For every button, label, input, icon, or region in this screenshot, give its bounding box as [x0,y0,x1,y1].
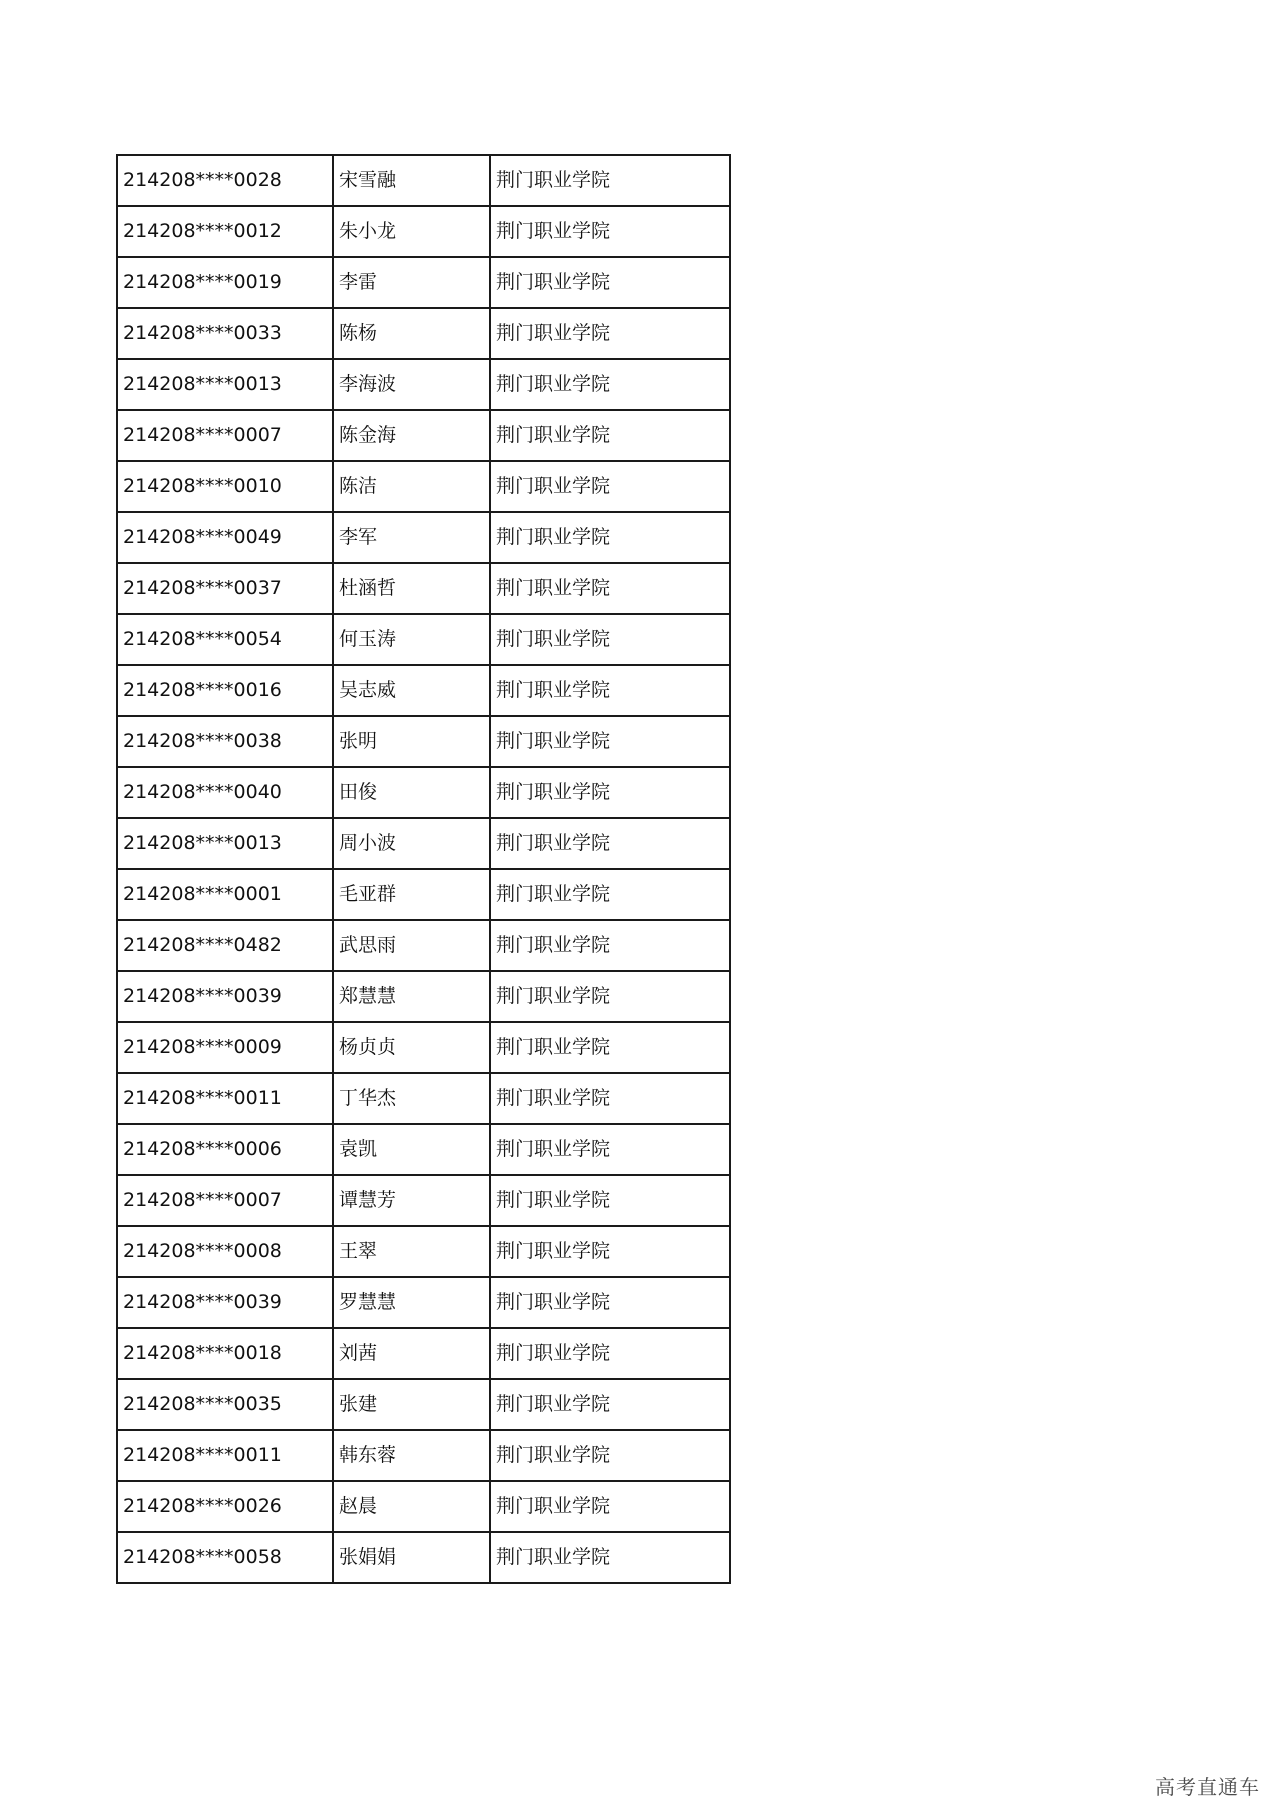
candidate-id-cell: 214208****0009 [117,1022,333,1073]
school-name-cell: 荆门职业学院 [490,1226,730,1277]
candidate-name-cell: 陈杨 [333,308,490,359]
school-name-cell: 荆门职业学院 [490,1481,730,1532]
candidate-name-cell: 郑慧慧 [333,971,490,1022]
candidate-id-cell: 214208****0007 [117,410,333,461]
table-row [117,1481,730,1532]
candidate-id-cell: 214208****0001 [117,869,333,920]
school-name-cell: 荆门职业学院 [490,1379,730,1430]
candidate-id-cell: 214208****0033 [117,308,333,359]
candidate-name-cell: 杜涵哲 [333,563,490,614]
school-name-cell: 荆门职业学院 [490,716,730,767]
candidate-id-cell: 214208****0011 [117,1430,333,1481]
candidate-name-cell: 韩东蓉 [333,1430,490,1481]
candidate-id-cell: 214208****0026 [117,1481,333,1532]
candidate-name-cell: 李军 [333,512,490,563]
school-name-cell: 荆门职业学院 [490,257,730,308]
school-name-cell: 荆门职业学院 [490,665,730,716]
school-name-cell: 荆门职业学院 [490,614,730,665]
candidate-id-cell: 214208****0482 [117,920,333,971]
table-row [117,614,730,665]
table-row [117,359,730,410]
candidate-name-cell: 张娟娟 [333,1532,490,1583]
candidate-id-cell: 214208****0013 [117,818,333,869]
candidate-name-cell: 袁凯 [333,1124,490,1175]
table-row [117,869,730,920]
candidate-id-cell: 214208****0018 [117,1328,333,1379]
table-row [117,1073,730,1124]
candidate-id-cell: 214208****0039 [117,971,333,1022]
candidate-name-cell: 赵晨 [333,1481,490,1532]
table-row [117,563,730,614]
watermark: 高考直通车 [1155,1775,1260,1799]
table-row [117,512,730,563]
candidate-name-cell: 周小波 [333,818,490,869]
candidate-name-cell: 陈洁 [333,461,490,512]
candidate-id-cell: 214208****0038 [117,716,333,767]
table-row [117,257,730,308]
candidate-name-cell: 宋雪融 [333,155,490,206]
table-row [117,1328,730,1379]
table-row [117,818,730,869]
school-name-cell: 荆门职业学院 [490,767,730,818]
table-row [117,1175,730,1226]
table-row [117,1379,730,1430]
candidate-name-cell: 武思雨 [333,920,490,971]
candidate-id-cell: 214208****0049 [117,512,333,563]
school-name-cell: 荆门职业学院 [490,155,730,206]
candidate-name-cell: 罗慧慧 [333,1277,490,1328]
candidate-id-cell: 214208****0006 [117,1124,333,1175]
school-name-cell: 荆门职业学院 [490,1328,730,1379]
candidate-name-cell: 王翠 [333,1226,490,1277]
candidate-id-cell: 214208****0007 [117,1175,333,1226]
school-name-cell: 荆门职业学院 [490,971,730,1022]
school-name-cell: 荆门职业学院 [490,818,730,869]
school-name-cell: 荆门职业学院 [490,1277,730,1328]
school-name-cell: 荆门职业学院 [490,563,730,614]
school-name-cell: 荆门职业学院 [490,359,730,410]
candidate-id-cell: 214208****0040 [117,767,333,818]
school-name-cell: 荆门职业学院 [490,461,730,512]
school-name-cell: 荆门职业学院 [490,920,730,971]
candidate-name-cell: 李海波 [333,359,490,410]
candidate-id-cell: 214208****0016 [117,665,333,716]
table-row [117,971,730,1022]
candidate-name-cell: 刘茜 [333,1328,490,1379]
candidate-id-cell: 214208****0028 [117,155,333,206]
table-row [117,155,730,206]
candidate-name-cell: 陈金海 [333,410,490,461]
table-row [117,206,730,257]
school-name-cell: 荆门职业学院 [490,512,730,563]
candidate-name-cell: 吴志威 [333,665,490,716]
candidate-name-cell: 杨贞贞 [333,1022,490,1073]
candidate-id-cell: 214208****0054 [117,614,333,665]
table-row [117,1124,730,1175]
table-row [117,1532,730,1583]
candidate-name-cell: 朱小龙 [333,206,490,257]
candidate-id-cell: 214208****0011 [117,1073,333,1124]
candidate-id-cell: 214208****0019 [117,257,333,308]
roster-table-body [117,155,730,1583]
candidate-name-cell: 张建 [333,1379,490,1430]
candidate-name-cell: 毛亚群 [333,869,490,920]
candidate-id-cell: 214208****0008 [117,1226,333,1277]
table-row [117,665,730,716]
table-row [117,461,730,512]
candidate-name-cell: 何玉涛 [333,614,490,665]
table-row [117,1022,730,1073]
candidate-name-cell: 张明 [333,716,490,767]
table-row [117,410,730,461]
school-name-cell: 荆门职业学院 [490,410,730,461]
school-name-cell: 荆门职业学院 [490,1532,730,1583]
school-name-cell: 荆门职业学院 [490,308,730,359]
school-name-cell: 荆门职业学院 [490,869,730,920]
table-row [117,1430,730,1481]
candidate-id-cell: 214208****0013 [117,359,333,410]
candidate-name-cell: 丁华杰 [333,1073,490,1124]
roster-table [116,154,731,1584]
table-row [117,920,730,971]
table-row [117,1277,730,1328]
candidate-name-cell: 谭慧芳 [333,1175,490,1226]
table-row [117,716,730,767]
candidate-name-cell: 田俊 [333,767,490,818]
school-name-cell: 荆门职业学院 [490,206,730,257]
candidate-id-cell: 214208****0058 [117,1532,333,1583]
school-name-cell: 荆门职业学院 [490,1022,730,1073]
candidate-id-cell: 214208****0035 [117,1379,333,1430]
table-row [117,308,730,359]
school-name-cell: 荆门职业学院 [490,1430,730,1481]
candidate-id-cell: 214208****0039 [117,1277,333,1328]
candidate-id-cell: 214208****0010 [117,461,333,512]
school-name-cell: 荆门职业学院 [490,1073,730,1124]
school-name-cell: 荆门职业学院 [490,1124,730,1175]
school-name-cell: 荆门职业学院 [490,1175,730,1226]
table-row [117,1226,730,1277]
candidate-name-cell: 李雷 [333,257,490,308]
candidate-id-cell: 214208****0037 [117,563,333,614]
candidate-id-cell: 214208****0012 [117,206,333,257]
table-row [117,767,730,818]
